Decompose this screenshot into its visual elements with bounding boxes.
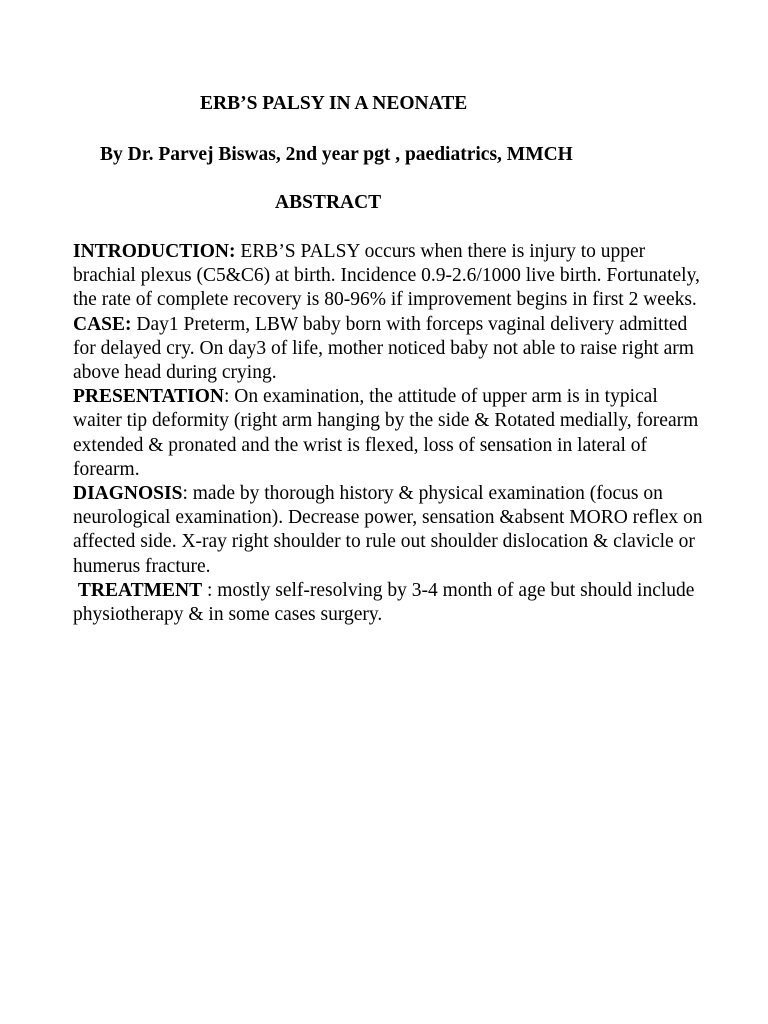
introduction-paragraph bbox=[73, 240, 703, 313]
treatment-text: : mostly self-resolving by 3-4 month of age but should include physiotherapy & in some cases surgery. bbox=[73, 579, 695, 626]
presentation-label: PRESENTATION bbox=[73, 386, 224, 408]
document-title: ERB’S PALSY IN A NEONATE bbox=[200, 93, 468, 114]
abstract-body bbox=[73, 240, 703, 627]
case-label: CASE: bbox=[73, 313, 132, 335]
introduction-text: ERB’S PALSY occurs when there is injury to upper brachial plexus (C5&C6) at birth. Incidence 0.9-2.6/1000 live birth. Fortunately, the rate of complete recovery is 80-96% if improvement begins in first 2 weeks. bbox=[73, 241, 700, 311]
presentation-text: : On examination, the attitude of upper arm is in typical waiter tip deformity (right arm hanging by the side & Rotated medially, forearm extended & pronated and the wrist is flexed, loss of sensation in lateral of forearm. bbox=[73, 386, 699, 480]
case-paragraph bbox=[73, 313, 703, 386]
presentation-paragraph bbox=[73, 385, 703, 482]
diagnosis-text: : made by thorough history & physical examination (focus on neurological examination). Decrease power, sensation &absent MORO reflex on affected side. X-ray right shoulder to rule out shoulder dislocation & clavicle or humerus fracture. bbox=[73, 483, 703, 577]
treatment-paragraph bbox=[73, 579, 703, 627]
case-text: Day1 Preterm, LBW baby born with forceps vaginal delivery admitted for delayed cry. On day3 of life, mother noticed baby not able to raise right arm above head during crying. bbox=[73, 313, 694, 384]
diagnosis-label: DIAGNOSIS bbox=[73, 483, 183, 505]
introduction-label: INTRODUCTION: bbox=[73, 241, 236, 262]
diagnosis-paragraph bbox=[73, 482, 703, 579]
treatment-label: TREATMENT bbox=[77, 579, 203, 601]
abstract-heading: ABSTRACT bbox=[275, 192, 382, 213]
author-line: By Dr. Parvej Biswas, 2nd year pgt , paediatrics, MMCH bbox=[100, 144, 573, 165]
